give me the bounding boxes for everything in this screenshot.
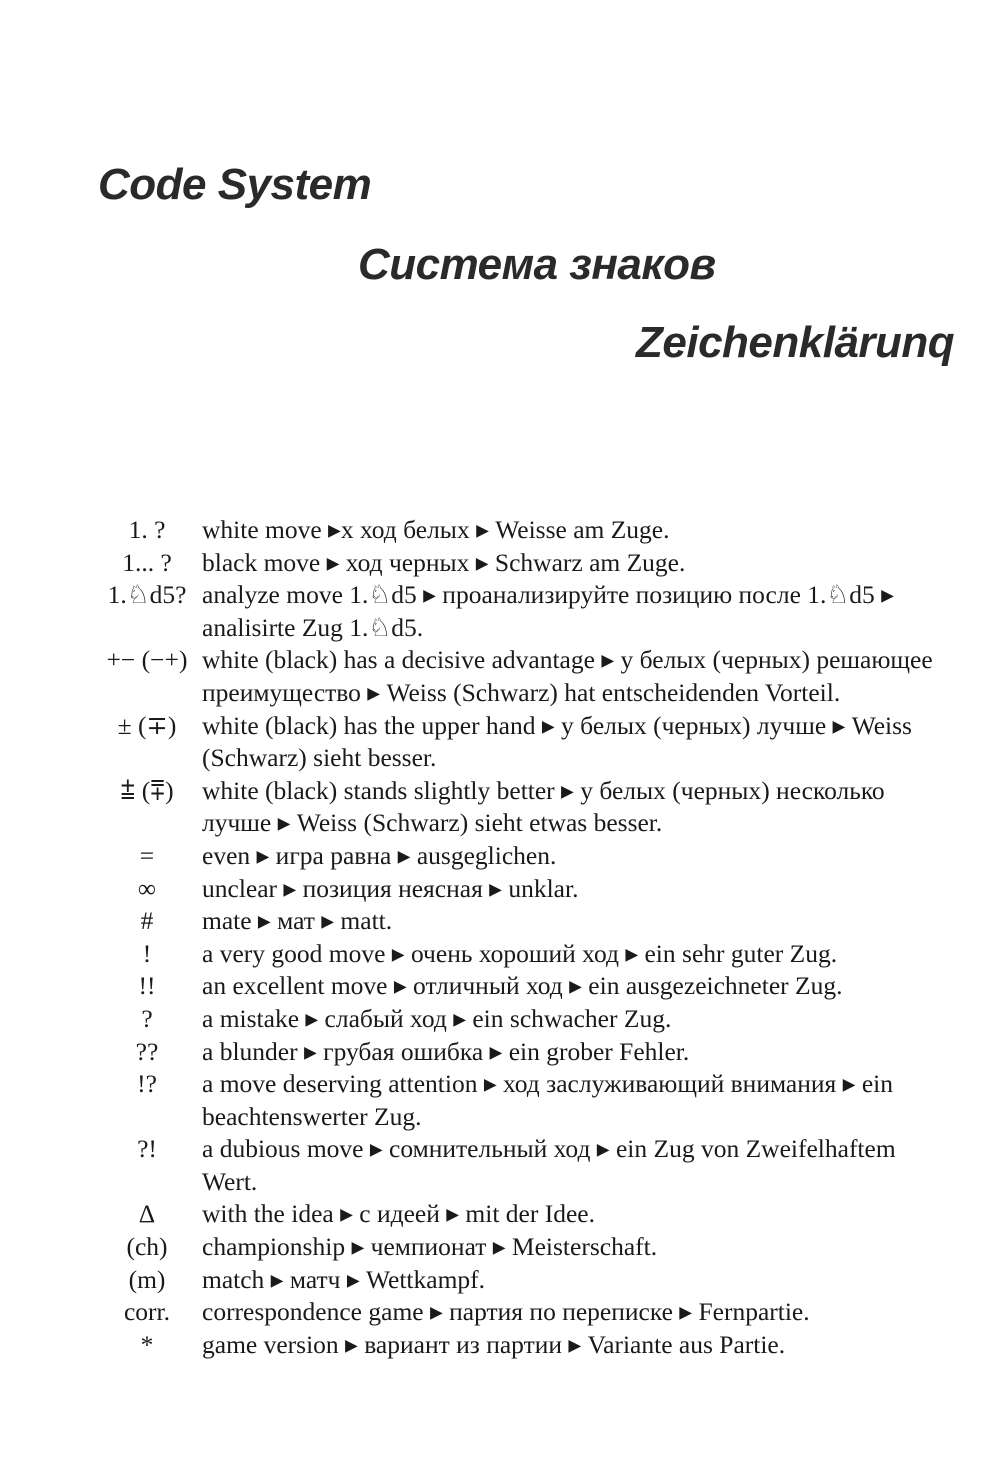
- legend-description: an excellent move ▸ отличный ход ▸ ein ausgezeichneter Zug.: [202, 971, 843, 1001]
- legend-description: a blunder ▸ грубая ошибка ▸ ein grober Fehler.: [202, 1036, 690, 1066]
- legend-entry: [96, 1003, 956, 1036]
- legend-symbol: ??: [135, 1036, 159, 1066]
- legend-symbol: (m): [128, 1264, 166, 1294]
- legend-symbol: *: [140, 1329, 154, 1359]
- legend-entry: [96, 1231, 956, 1264]
- legend-description: championship ▸ чемпионат ▸ Meisterschaft.: [202, 1232, 658, 1262]
- legend-symbol: corr.: [123, 1297, 171, 1327]
- legend-description: a dubious move ▸ сомнительный ход ▸ ein Zug von Zweifelhaftem Wert.: [202, 1134, 896, 1196]
- legend-description: mate ▸ мат ▸ matt.: [202, 906, 393, 936]
- legend-symbol: +− (−+): [106, 645, 188, 675]
- legend-description: game version ▸ вариант из партии ▸ Variante aus Partie.: [202, 1329, 786, 1359]
- legend-entry: [96, 1198, 956, 1231]
- legend-description: analyze move 1.♘d5 ▸ проанализируйте позицию после 1.♘d5 ▸ analisirte Zug 1.♘d5.: [202, 580, 894, 642]
- legend-description: correspondence game ▸ партия по переписке ▸ Fernpartie.: [202, 1297, 810, 1327]
- legend-symbol: 1... ?: [122, 547, 172, 577]
- legend-description: white (black) has a decisive advantage ▸ у белых (черных) решающее преимущество ▸ Weiss (Schwarz) hat entscheidenden Vorteil.: [202, 645, 933, 707]
- legend-entry: [96, 1036, 956, 1069]
- legend-entry: [96, 905, 956, 938]
- title-russian: Система знаков: [358, 240, 716, 289]
- legend-symbol: ?!: [137, 1134, 157, 1164]
- legend-description: black move ▸ ход черных ▸ Schwarz am Zuge.: [202, 547, 686, 577]
- legend-symbol: ?: [141, 1003, 153, 1033]
- legend-symbol: ∞: [137, 873, 157, 903]
- legend-entry: [96, 1264, 956, 1297]
- legend-symbol: =: [139, 840, 155, 870]
- legend-description: white (black) has the upper hand ▸ у белых (черных) лучше ▸ Weiss (Schwarz) sieht besser.: [202, 710, 912, 773]
- legend-symbol: ± (∓): [117, 710, 177, 740]
- legend-symbol: 1.♘d5?: [107, 580, 187, 610]
- legend-symbol: !!: [138, 971, 156, 1001]
- legend-description: a move deserving attention ▸ ход заслуживающий внимания ▸ ein beachtenswerter Zug.: [202, 1069, 893, 1131]
- legend-entry: [96, 1296, 956, 1329]
- legend-entry: [96, 579, 956, 644]
- legend-entry: [96, 1068, 956, 1133]
- title-german: Zeichenklärunq: [636, 318, 955, 367]
- legend-symbol: Δ: [138, 1199, 156, 1229]
- legend-description: unclear ▸ позиция неясная ▸ unklar.: [202, 873, 579, 903]
- legend-description: white move ▸x ход белых ▸ Weisse am Zuge.: [202, 515, 670, 544]
- legend-entry: [96, 710, 956, 775]
- legend-entry: [96, 1329, 956, 1362]
- title-english: Code System: [98, 160, 372, 209]
- legend-description: match ▸ матч ▸ Wettkampf.: [202, 1264, 486, 1294]
- legend-entry: [96, 938, 956, 971]
- legend-entry: [96, 547, 956, 580]
- legend-description: a mistake ▸ слабый ход ▸ ein schwacher Zug.: [202, 1003, 672, 1033]
- legend-description: with the idea ▸ с идеей ▸ mit der Idee.: [202, 1199, 595, 1229]
- symbol-legend: [96, 514, 956, 1361]
- legend-entry: [96, 840, 956, 873]
- legend-symbol: 1. ?: [128, 515, 166, 544]
- legend-description: even ▸ игра равна ▸ ausgeglichen.: [202, 840, 557, 870]
- legend-symbol: (ch): [126, 1232, 168, 1262]
- legend-entry: [96, 514, 956, 547]
- legend-symbol: !?: [137, 1069, 157, 1099]
- legend-symbol: #: [140, 906, 154, 936]
- legend-description: a very good move ▸ очень хороший ход ▸ ein sehr guter Zug.: [202, 938, 838, 968]
- legend-entry: [96, 970, 956, 1003]
- legend-entry: [96, 775, 956, 840]
- legend-description: white (black) stands slightly better ▸ у белых (черных) несколько лучше ▸ Weiss (Schwarz) sieht etwas besser.: [202, 775, 885, 838]
- legend-symbol: !: [142, 938, 152, 968]
- legend-entry: [96, 1133, 956, 1198]
- legend-symbol: ⩲ (⩱): [120, 775, 174, 805]
- legend-entry: [96, 644, 956, 709]
- legend-entry: [96, 873, 956, 906]
